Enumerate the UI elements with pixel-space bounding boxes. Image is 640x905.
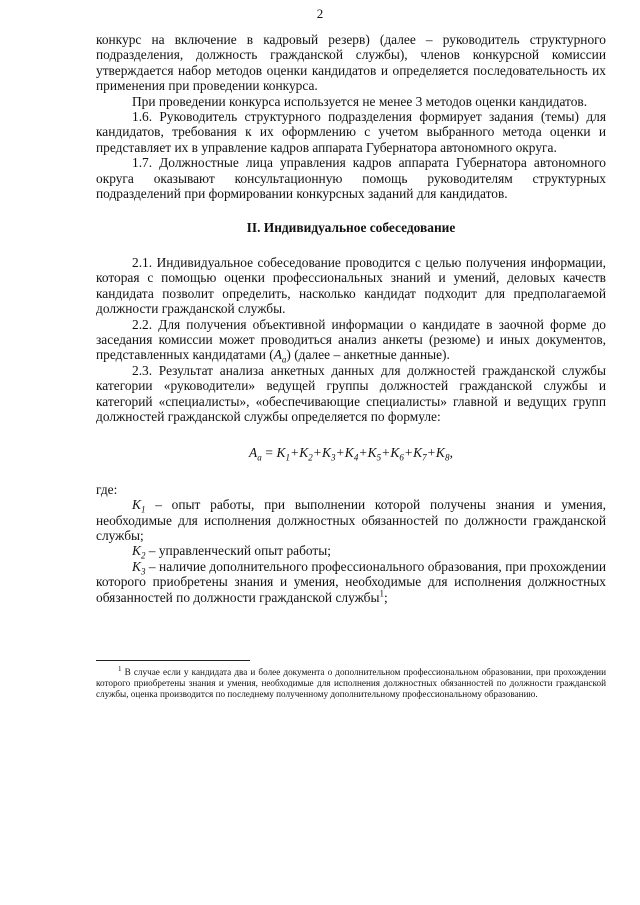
formula-t8: +K bbox=[358, 445, 377, 461]
formula-t2: +K bbox=[290, 445, 309, 461]
formula-t16: , bbox=[449, 445, 454, 461]
formula-t12: +K bbox=[404, 445, 423, 461]
symbol-a: A bbox=[273, 347, 282, 363]
formula-t11: 6 bbox=[399, 453, 404, 464]
paragraph-2-3: 2.3. Результат анализа анкетных данных для должностей гражданской службы категории «руководители» ведущей группы должностей гражданской службы и категорий «специалисты», «обеспечивающие специалисты» главной и ведущих групп должностей гражданской службы определяется по формуле: bbox=[96, 362, 606, 424]
footnote-marker: 1 bbox=[118, 665, 122, 673]
section-title: II. Индивидуальное собеседование bbox=[246, 220, 456, 236]
formula-t6: +K bbox=[335, 445, 354, 461]
k2-symbol: K bbox=[132, 543, 141, 559]
k3-symbol: K bbox=[132, 558, 141, 574]
footnote bbox=[96, 664, 606, 700]
k1-symbol: K bbox=[132, 497, 141, 513]
paragraph-2-1: 2.1. Индивидуальное собеседование проводится с целью получения информации, которая с помощью оценки профессиональных знаний и умений, деловых качеств кандидата позволит определить, насколько кандидат подходит для предполагаемой должности гражданской службы. bbox=[96, 254, 606, 317]
paragraph-methods-count: При проведении конкурса используется не менее 3 методов оценки кандидатов. bbox=[132, 93, 588, 109]
page-number: 2 bbox=[316, 6, 324, 21]
formula-t4: +K bbox=[312, 445, 332, 461]
paragraph-2-2-part-a: 2.2. Для получения объективной информации о кандидате в заочной форме до заседания комиссии может проводиться анализ анкеты (резюме) и иных документов, представленных кандидатами ( bbox=[96, 316, 606, 363]
formula bbox=[96, 445, 606, 464]
footnote-text: В случае если у кандидата два и более документа о дополнительном профессиональном образовании, при прохождении которого приобретены знания и умения, необходимые для исполнения должностных обязанностей по должности гражданской службы, оценка производится по последнему полученному дополнительному профессиональному образованию. bbox=[96, 667, 606, 700]
paragraph-1-7: 1.7. Должностные лица управления кадров аппарата Губернатора автономного округа оказывают консультационную помощь руководителям структурных подразделений при формировании конкурсных заданий для кандидатов. bbox=[96, 155, 606, 202]
symbol-a-sub: a bbox=[281, 354, 287, 365]
formula-t0: K bbox=[276, 445, 286, 461]
formula-t5: 3 bbox=[331, 453, 336, 464]
formula-eq: = bbox=[261, 445, 277, 461]
paragraph-1-6: 1.6. Руководитель структурного подразделения формирует задания (темы) для кандидатов, требования к их оформлению с учетом выбранного метода оценки и представляет их в управление кадров аппарата Губернатора автономного округа. bbox=[96, 109, 606, 155]
where-label: где: bbox=[96, 481, 118, 497]
formula-t13: 7 bbox=[422, 453, 427, 464]
formula-t7: 4 bbox=[353, 453, 359, 464]
paragraph-continuation: конкурс на включение в кадровый резерв) (далее – руководитель структурного подразделения, должность гражданской службы), членов конкурсной комиссии утверждается набор методов оценки кандидатов и определяется последовательность их применения при проведении конкурса. bbox=[96, 32, 606, 94]
footnote-reference[interactable]: 1 bbox=[379, 588, 384, 599]
footnote-divider bbox=[96, 660, 250, 661]
k3-sub: 3 bbox=[140, 566, 146, 577]
paragraph-2-2-part-b: ) (далее – анкетные данные). bbox=[286, 347, 450, 363]
formula-lhs-sub: a bbox=[257, 453, 262, 464]
formula-t10: +K bbox=[381, 445, 400, 461]
formula-t3: 2 bbox=[308, 453, 313, 464]
paragraph-2-2 bbox=[96, 317, 606, 363]
k3-text: – наличие дополнительного профессионального образования, при прохождении которого приобретены знания и умения, необходимые для исполнения должностных обязанностей по должности гражданской службы bbox=[96, 558, 606, 605]
formula-t15: 8 bbox=[444, 453, 450, 464]
item-k2 bbox=[96, 543, 606, 562]
document-body bbox=[96, 32, 606, 605]
k1-text: – опыт работы, при выполнении которой получены знания и умения, необходимые для исполнения должностных обязанностей по должности гражданской службы; bbox=[96, 497, 606, 543]
formula-t1: 1 bbox=[285, 453, 291, 464]
k2-text: – управленческий опыт работы; bbox=[145, 543, 332, 559]
formula-t14: +K bbox=[426, 445, 445, 461]
k3-end: ; bbox=[383, 589, 388, 605]
item-k1 bbox=[96, 497, 606, 543]
formula-lhs: A bbox=[248, 445, 258, 461]
k1-sub: 1 bbox=[140, 504, 146, 515]
item-k3 bbox=[96, 559, 606, 605]
k2-sub: 2 bbox=[140, 551, 146, 562]
formula-t9: 5 bbox=[376, 453, 382, 464]
